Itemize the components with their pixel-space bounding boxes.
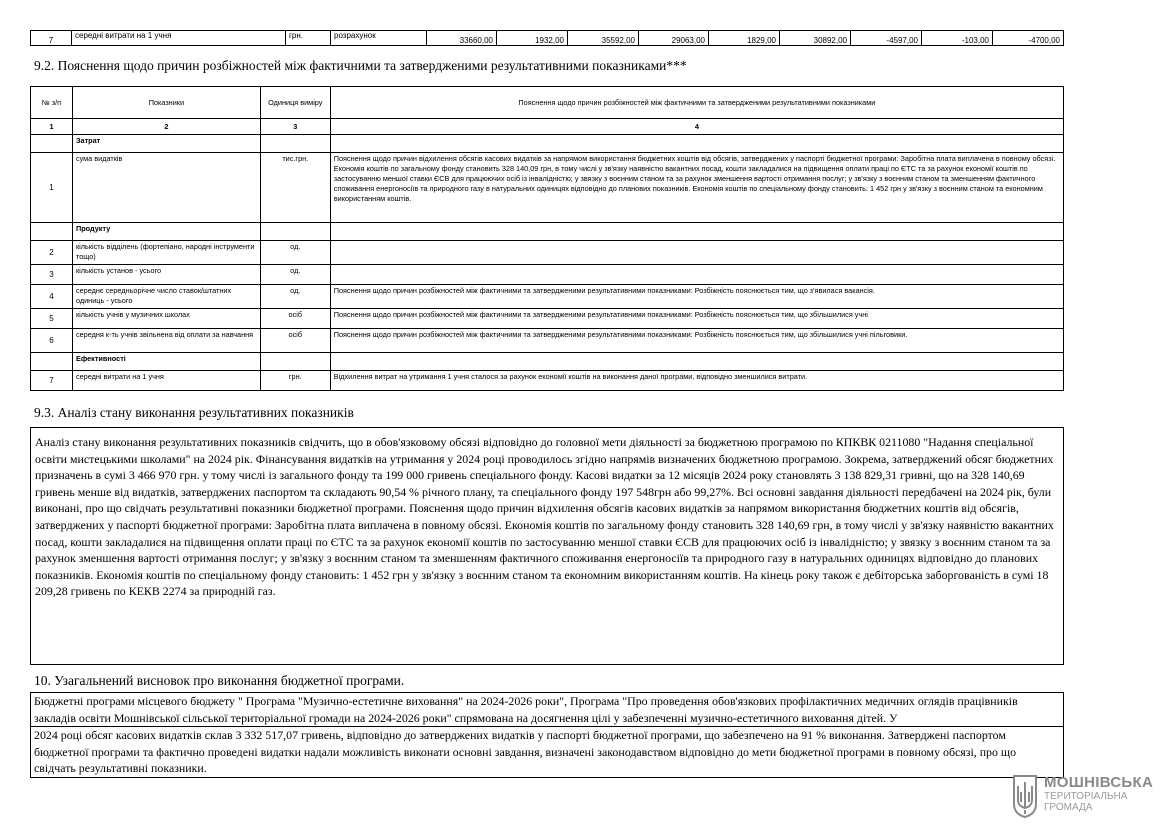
discrepancy-table [30, 86, 1064, 391]
row-explanation: Пояснення щодо причин відхилення обсягів касових видатків за напрямом використання бюджетних коштів від обсягів, затверджених у паспорті бюджетної програми: Заробітна плата виплачена в повному обсязі. Економія коштів по загальному фонду становить 328 140,09 грн, в тому числі у зв'язку наявністю вакантних посад, кошти закладалися на підвищення оплати праці по ЄТС та за рахунок економії коштів по застосуванню меншої ставки ЄСВ для працюючих осіб із інвалідністю; у звязку з воєнним станом та за рахунок зменшення вартості отримання послуг; у зв'язку з воєнним станом та зменшенням фактичного споживання енергоносіїв та природного газу в натуральних одиницях відповідно до планових показників. Економія коштів по спеціальному фонду становить: 1 452 грн у зв'язку з воєнним станом та економним використанням коштів. [330, 153, 1063, 223]
row-unit: грн. [286, 31, 331, 46]
header-unit: Одиниця виміру [260, 87, 330, 119]
row-unit: осіб [260, 329, 330, 353]
table-row [31, 329, 1064, 353]
table-row [31, 31, 1064, 46]
group-label: Продукту [72, 223, 260, 241]
row-unit: грн. [260, 371, 330, 391]
value-cell: 33660,00 [427, 31, 497, 46]
value-cell: 1932,00 [497, 31, 568, 46]
empty-cell [31, 353, 73, 371]
section-9-3-title: 9.3. Аналіз стану виконання результативних показників [34, 405, 354, 420]
row-number: 5 [31, 309, 73, 329]
section-9-2-title: 9.2. Пояснення щодо причин розбіжностей між фактичними та затвердженими результативними показниками*** [34, 58, 687, 73]
conclusion-block [30, 692, 1064, 778]
table-row [31, 241, 1064, 265]
empty-cell [330, 223, 1063, 241]
analysis-text-box [30, 427, 1064, 665]
table-row [31, 285, 1064, 309]
empty-cell [260, 353, 330, 371]
row-name: середні витрати на 1 учня [72, 31, 286, 46]
row-explanation: Пояснення щодо причин розбіжностей між фактичними та затвердженими результативними показниками: Розбіжність пояснюється тим, що з'явилася вакансія. [330, 285, 1063, 309]
row-number: 4 [31, 285, 73, 309]
row-number: 2 [31, 241, 73, 265]
analysis-text: Аналіз стану виконання результативних показників свідчить, що в обов'язковому обсязі відповідно до головної мети діяльності за бюджетною програмою по КПКВК 0211080 "Надання спеціальної освіти мистецькими школами" на 2024 рік. Фінансування видатків на утримання у 2024 році проводилось згідно напрямів визначених бюджетною програмою. Зокрема, затверджений обсяг бюджетних призначень в сумі 3 466 970 грн. у тому числі із загального фонду та 199 000 гривень спеціального фонду. Касові видатки за 12 місяців 2024 року становлять 3 138 829,31 гривні, що на 328 140,69 гривень менше від видатків, затверджених паспортом та складають 90,54 % річного плану, та спеціального фонду 197 548грн або 99,27%. Всі основні завдання діяльності передбачені на 2024 рік, були виконані, про що свідчать результативні показники бюджетної програми. Пояснення щодо причин відхилення обсягів касових видатків за напрямом використання бюджетних коштів від обсягів, затверджених у паспорті бюджетної програми: Заробітна плата виплачена в повному обсязі. Економія коштів по загальному фонду становить 328 140,69 грн, в тому числі у зв'язку наявністю вакантних посад, кошти закладалися на підвищення оплати праці по ЄТС та за рахунок економії коштів по застосуванню меншої ставки ЄСВ для працюючих осіб із інвалідністю; у звязку з воєнним станом та за рахунок зменшення вартості отримання послуг; у зв'язку з воєнним станом та зменшенням фактичного споживання енергоносіїв та природного газу в натуральних одиницях відповідно до планових показників. Економія коштів по спеціальному фонду становить: 1 452 грн у зв'язку з воєнним станом та економним використанням коштів. На кінець року також є дебіторська заборгованість в сумі 18 209,28 гривень по КЕКВ 2274 за природній газ. [35, 435, 1054, 599]
value-cell: 29063,00 [639, 31, 709, 46]
row-unit: од. [260, 241, 330, 265]
row-unit: од. [260, 285, 330, 309]
empty-cell [31, 223, 73, 241]
header-explanation: Пояснення щодо причин розбіжностей між фактичними та затвердженими результативними показниками [330, 87, 1063, 119]
row-explanation: Пояснення щодо причин розбіжностей між фактичними та затвердженими результативними показниками: Розбіжність пояснюється тим, що збільшилися учні [330, 309, 1063, 329]
group-row-product [31, 223, 1064, 241]
group-row-efficiency [31, 353, 1064, 371]
coat-of-arms-icon [1012, 774, 1038, 818]
logo-line-3: ГРОМАДА [1044, 802, 1093, 813]
table-row [31, 309, 1064, 329]
value-cell: 30892,00 [780, 31, 851, 46]
value-cell: -103,00 [922, 31, 993, 46]
row-name: сума видатків [72, 153, 260, 223]
table-row [31, 371, 1064, 391]
row-explanation: Відхилення витрат на утримання 1 учня сталося за рахунок економії коштів на виконання даної програми, відповідно зменшилися витрати. [330, 371, 1063, 391]
empty-cell [260, 223, 330, 241]
row-explanation [330, 265, 1063, 285]
row-name: середня к-ть учнів звільнена від оплати за навчання [72, 329, 260, 353]
row-unit: од. [260, 265, 330, 285]
row-unit: осіб [260, 309, 330, 329]
conclusion-paragraph-1: Бюджетні програми місцевого бюджету " Програма "Музично-естетичне виховання" на 2024-2026 роки", Програма "Про проведення обов'язкових профілактичних медичних оглядів працівників закладів освіти Мошнівської сільської територіальної громади на 2024-2026 роки" спрямована на досягнення цілі у забезпеченні музично-естетичного виховання дітей. У [30, 692, 1064, 727]
group-row-cost [31, 135, 1064, 153]
value-cell: 1829,00 [709, 31, 780, 46]
row-source: розрахунок [331, 31, 427, 46]
col-number: 1 [31, 119, 73, 135]
col-number: 2 [72, 119, 260, 135]
conclusion-paragraph-2: 2024 році обсяг касових видатків склав 3 332 517,07 гривень, відповідно до затверджених видатків у паспорті бюджетної програми, що забезпечено на 91 % виконання. Затверджені паспортом бюджетної програми та фактично проведені видатки надали можливість виконати основні завдання, визначені законодавством відповідно до мети бюджетної програми в повному обсязі, про що свідчать результативні показники. [30, 727, 1064, 778]
group-label: Затрат [72, 135, 260, 153]
row-name: кількість відділень (фортепіано, народні інструменти тощо) [72, 241, 260, 265]
header-indicators: Показники [72, 87, 260, 119]
value-cell: -4700,00 [993, 31, 1064, 46]
section-10-title: 10. Узагальнений висновок про виконання бюджетної програми. [34, 673, 405, 688]
row-number: 6 [31, 329, 73, 353]
row-name: кількість учнів у музичних школах [72, 309, 260, 329]
table-header-row [31, 87, 1064, 119]
row-number: 1 [31, 153, 73, 223]
row-number: 7 [31, 371, 73, 391]
logo-title: МОШНІВСЬКА [1044, 774, 1154, 791]
column-numbers-row [31, 119, 1064, 135]
logo-subtitle [1044, 791, 1127, 813]
empty-cell [260, 135, 330, 153]
empty-cell [31, 135, 73, 153]
row-name: середні витрати на 1 учня [72, 371, 260, 391]
row-number: 3 [31, 265, 73, 285]
empty-cell [330, 353, 1063, 371]
header-num: № з/п [31, 87, 73, 119]
value-cell: -4597,00 [851, 31, 922, 46]
value-cell: 35592,00 [568, 31, 639, 46]
top-row-table [30, 30, 1064, 46]
table-row [31, 265, 1064, 285]
row-number: 7 [31, 31, 72, 46]
table-row [31, 153, 1064, 223]
row-name: кількість установ - усього [72, 265, 260, 285]
row-name: середнє середньорічне число ставок/штатних одиниць - усього [72, 285, 260, 309]
col-number: 3 [260, 119, 330, 135]
col-number: 4 [330, 119, 1063, 135]
logo-line-2: ТЕРИТОРІАЛЬНА [1044, 791, 1128, 802]
group-label: Ефективності [72, 353, 260, 371]
row-explanation: Пояснення щодо причин розбіжностей між фактичними та затвердженими результативними показниками: Розбіжність пояснюється тим, що збільшилися учні пільговики. [330, 329, 1063, 353]
empty-cell [330, 135, 1063, 153]
row-unit: тис.грн. [260, 153, 330, 223]
community-logo [1012, 774, 1152, 818]
row-explanation [330, 241, 1063, 265]
